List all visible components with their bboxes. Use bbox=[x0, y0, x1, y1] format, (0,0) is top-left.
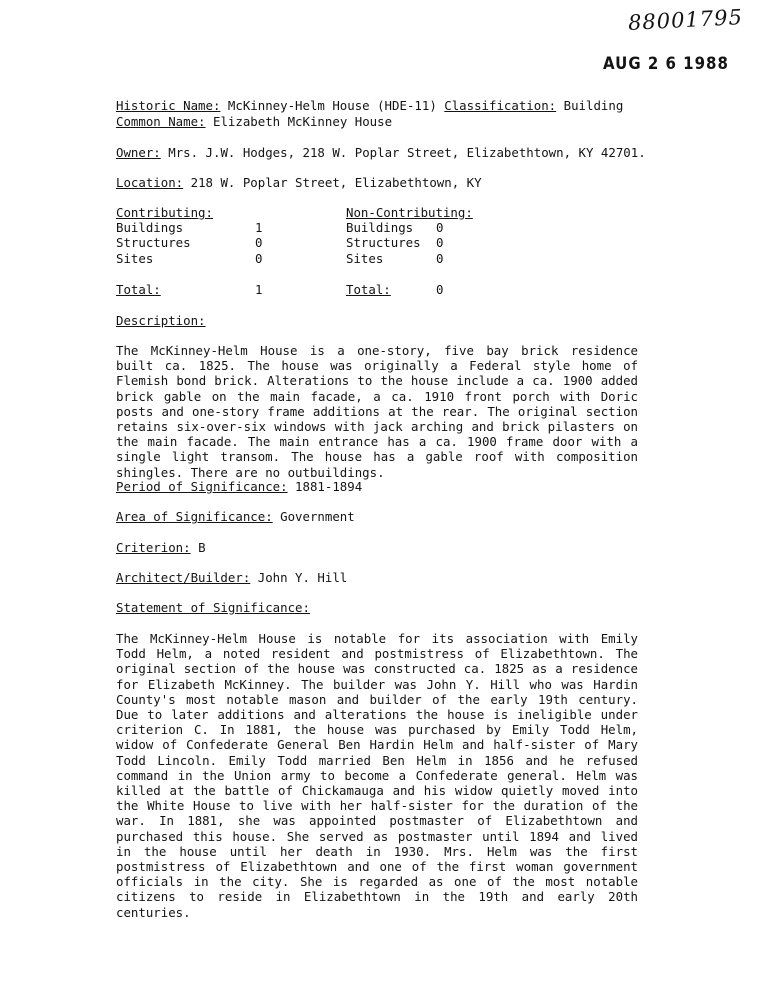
owner-label: Owner: bbox=[116, 145, 161, 160]
description-text: The McKinney-Helm House is a one-story, five bay brick residence built ca. 1825. The house was originally a Federal style home of Flemish bond brick. Alterations to the house include a ca. 1900 added brick gable on the main facade, a ca. 1910 front porch with Doric posts and one-story frame additions at the rear. The original section retains six-over-six windows with jack arching and brick pilasters on the main facade. The main entrance has a ca. 1900 frame door with a single light transom. The house has a gable roof with composition shingles. There are no outbuildings. bbox=[116, 343, 638, 480]
area-line bbox=[116, 509, 355, 524]
criterion-line bbox=[116, 540, 206, 555]
resource-row-noncontrib-label: Sites bbox=[346, 251, 384, 266]
resource-row-noncontrib-label: Buildings bbox=[346, 220, 414, 235]
period-label: Period of Significance: bbox=[116, 479, 288, 494]
statement-text: The McKinney-Helm House is notable for its association with Emily Todd Helm, a noted resident and postmistress of Elizabethtown. The original section of the house was constructed ca. 1825 as a residence for Elizabeth McKinney. The builder was John Y. Hill who was Hardin County's most notable mason and builder of the early 19th century. Due to later additions and alterations the house is ineligible under criterion C. In 1881, the house was purchased by Emily Todd Helm, widow of Confederate General Ben Hardin Helm and half-sister of Mary Todd Lincoln. Emily Todd married Ben Helm in 1856 and he refused command in the Union army to become a Confederate general. Helm was killed at the battle of Chickamauga and his widow quietly moved into the White House to live with her half-sister for the duration of the war. In 1881, she was appointed postmaster of Elizabethtown and purchased this house. She served as postmaster until 1894 and lived in the house until her death in 1930. Mrs. Helm was the first postmistress of Elizabethtown and one of the first woman government officials in the city. She is regarded as one of the most notable citizens to reside in Elizabethtown in the 19th and early 20th centuries. bbox=[116, 631, 638, 920]
total-label: Total: bbox=[116, 282, 161, 297]
architect-value: John Y. Hill bbox=[257, 570, 348, 585]
classification-label: Classification: bbox=[444, 98, 557, 113]
area-label: Area of Significance: bbox=[116, 509, 273, 524]
total-noncontrib-label: Total: bbox=[346, 282, 391, 297]
common-name-label: Common Name: bbox=[116, 114, 206, 129]
owner-line bbox=[116, 145, 646, 160]
statement-heading: Statement of Significance: bbox=[116, 600, 310, 615]
criterion-label: Criterion: bbox=[116, 540, 191, 555]
location-line bbox=[116, 175, 482, 190]
total-contributing: 1 bbox=[255, 282, 263, 297]
resource-row-contributing: 0 bbox=[255, 251, 263, 266]
location-label: Location: bbox=[116, 175, 184, 190]
area-value: Government bbox=[280, 509, 355, 524]
resource-row-noncontributing: 0 bbox=[436, 251, 444, 266]
total-noncontributing: 0 bbox=[436, 282, 444, 297]
contributing-heading: Contributing: bbox=[116, 205, 213, 220]
common-name-line bbox=[116, 114, 392, 129]
resource-row-label: Sites bbox=[116, 251, 154, 266]
resource-row-noncontributing: 0 bbox=[436, 220, 444, 235]
architect-line bbox=[116, 570, 347, 585]
criterion-value: B bbox=[198, 540, 206, 555]
resource-row-noncontributing: 0 bbox=[436, 235, 444, 250]
location-value: 218 W. Poplar Street, Elizabethtown, KY bbox=[190, 175, 482, 190]
historic-name-label: Historic Name: bbox=[116, 98, 221, 113]
received-date-stamp: AUG 2 6 1988 bbox=[603, 52, 729, 74]
handwritten-reference-number: 88001795 bbox=[627, 5, 744, 35]
resource-row-label: Buildings bbox=[116, 220, 184, 235]
common-name-value: Elizabeth McKinney House bbox=[213, 114, 393, 129]
historic-name-value: McKinney-Helm House (HDE-11) bbox=[227, 98, 437, 113]
resource-row-contributing: 0 bbox=[255, 235, 263, 250]
historic-name-line bbox=[116, 98, 623, 113]
resource-row-contributing: 1 bbox=[255, 220, 263, 235]
period-value: 1881-1894 bbox=[295, 479, 363, 494]
resource-row-label: Structures bbox=[116, 235, 191, 250]
noncontributing-heading: Non-Contributing: bbox=[346, 205, 473, 220]
owner-value: Mrs. J.W. Hodges, 218 W. Poplar Street, Elizabethtown, KY 42701. bbox=[168, 145, 646, 160]
period-line bbox=[116, 479, 362, 494]
resource-row-noncontrib-label: Structures bbox=[346, 235, 421, 250]
description-heading: Description: bbox=[116, 313, 206, 328]
architect-label: Architect/Builder: bbox=[116, 570, 251, 585]
classification-value: Building bbox=[563, 98, 624, 113]
